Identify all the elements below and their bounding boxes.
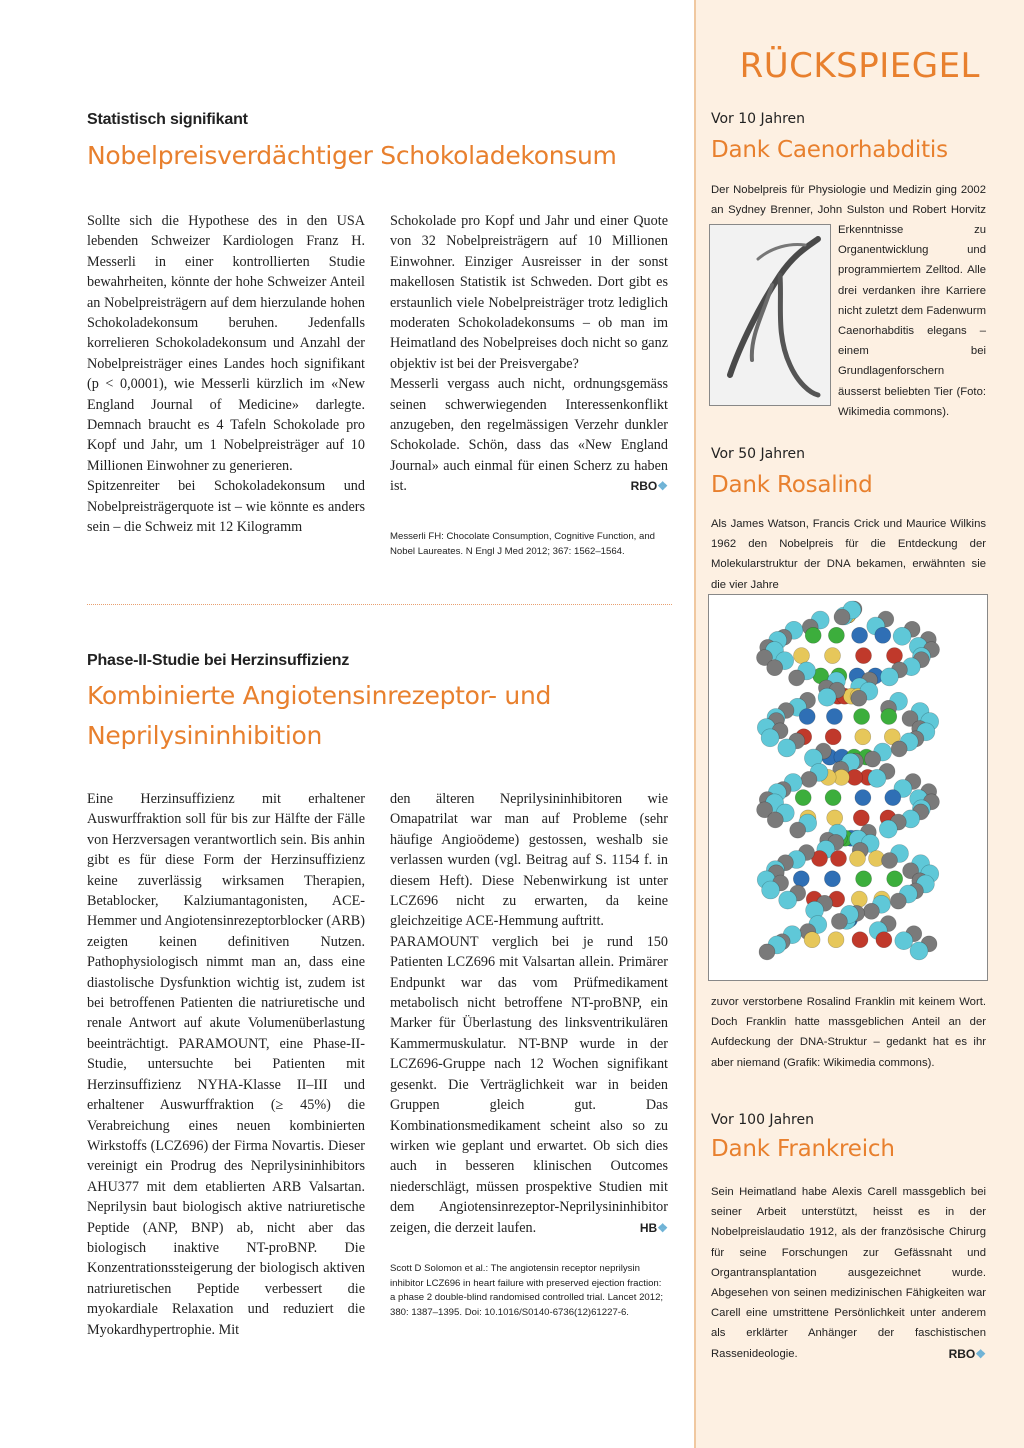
dna-atom [761,729,779,747]
dna-atom [893,627,911,645]
signature-text: HB [639,1220,658,1235]
article2-kicker: Phase-II-Studie bei Herzinsuffizienz [87,652,350,669]
sidebar-edge [694,0,696,1448]
dna-atom [828,627,844,643]
dna-atom [887,871,903,887]
diamond-icon: ❖ [657,1220,668,1235]
dna-atom [789,670,805,686]
sidebar-title: RÜCKSPIEGEL [739,46,980,86]
diamond-icon: ❖ [657,479,668,494]
signature-text: RBO [630,479,658,494]
dna-image [708,594,988,981]
caenorhabditis-worm-photo [710,225,830,405]
dna-atom [856,871,872,887]
sidebar-section1-text-wrap: Erkenntnisse zu Organentwicklung und programmiertem Zelltod. Alle drei verdanken ihre Karriere nicht zuletzt dem Fadenwurm Caenorhabditis elegans – einem bei Grundlagenforschern äusserst beliebten Tier (Foto: Wikimedia commons). [838,224,986,418]
article2-headline-line1: Kombinierte Angiotensinrezeptor- und [87,681,552,710]
dna-double-helix-graphic [709,595,987,980]
article2-col2-paragraph2 [390,932,668,1238]
article-divider [87,604,672,605]
sidebar-section3-headline: Dank Frankreich [711,1136,895,1162]
dna-atom [887,648,903,664]
sidebar-section2-text-top: Als James Watson, Francis Crick und Maurice Wilkins 1962 den Nobelpreis für die Entdeckung der Molekularstruktur der DNA bekamen, erwähnten sie die vier Jahre [711,518,986,591]
sidebar-section2-kicker: Vor 50 Jahren [711,446,806,462]
article1-col2-paragraph1: Schokolade pro Kopf und Jahr und einer Quote von 32 Nobelpreisträgern auf 10 Millionen Einwohner. Einziger Ausreisser in der sonst makellosen Statistik ist Schweden. Dort gibt es erstaunlich viele Nobelpreisträger trotz lediglich moderaten Schokoladekonsums – ob man im Heimatland des Nobelpreises doch nicht so ganz objektiv ist bei der Preisvergabe? [390,213,668,372]
dna-atom [880,668,898,686]
article1-col1-paragraph2: Spitzenreiter bei Schokoladekonsum und Nobelpreisträgerquote ist – wie könnte es anders sein – die Schweiz mit 12 Kilogramm [87,478,365,536]
dna-atom [778,739,796,757]
article1-col2-paragraph2 [390,374,668,496]
dna-atom [790,822,806,838]
dna-atom [876,932,892,948]
sidebar-section3-signature [949,1344,986,1364]
dna-atom [825,729,841,745]
article1-headline: Nobelpreisverdächtiger Schokoladekonsum [87,141,617,170]
dna-atom [804,932,820,948]
sidebar-section1-headline: Dank Caenorhabditis [711,137,948,163]
dna-atom [855,790,871,806]
sidebar-section3-body: Sein Heimatland habe Alexis Carell massgeblich bei seiner Arbeit unterstützt, heisst es in der Nobelpreislaudatio 1912, als der französische Chirurg für seine Forschungen zur Gefässnaht und Organtransplantation ausgezeichnet wurde. Abgesehen von seinen medizinischen Fähigkeiten war Carell eine umstrittene Persönlichkeit unter anderem als erklärter Anhänger der faschistischen Rassenideologie. [711,1186,986,1360]
dna-atom [885,790,901,806]
article1-signature [631,476,668,496]
dna-atom [827,810,843,826]
sidebar-section3-text [711,1182,986,1364]
dna-atom [863,903,879,919]
dna-atom [865,751,881,767]
article1-col1-paragraph1: Sollte sich die Hypothese des in den USA lebenden Schweizer Kardiologen Franz H. Messerli in einer kontrollierten Studie bewahrheiten, könnte der hohe Schweizer Anteil an Nobelpreisträgern auf dem hierzulande hohen Schokoladekonsum beruhen. Jedenfalls korrelieren Schokoladekonsum und Anzahl der Nobelpreisträger eines Landes hoch signifikant (p < 0,0001), wie Messerli kürzlich im «New England Journal of Medicine» darlegte. Demnach braucht es 4 Tafeln Schokolade pro Kopf und Jahr, um 1 Nobelpreisträger auf 10 Millionen Einwohner zu generieren. [87,213,365,474]
dna-atom [868,769,886,787]
dna-atom [793,871,809,887]
dna-atom [895,932,913,950]
dna-atom [890,893,906,909]
dna-atom [853,810,869,826]
dna-atom [767,812,783,828]
dna-atom [834,609,850,625]
dna-atom [805,627,821,643]
dna-atom [856,648,872,664]
article1-col2-paragraph2-text: Messerli vergass auch nicht, ordnungsgemäss seinen schwerwiegenden Interessenkonflikt anzugeben, den regelmässigen Verzehr dunkler Schokolade. Schön, dass das «New England Journal» auch einmal für einen Scherz zu haben ist. [390,376,668,495]
article2-col2-paragraph2-text: PARAMOUNT verglich bei je rund 150 Patienten LCZ696 mit Valsartan allein. Primärer Endpunkt war das vom Prüfmedikament metabolisch nicht betroffene NT-proBNP, ein Marker für Überlastung des linksventrikulären Kammermuskulatur. NT-BNP wurde in der LCZ696-Gruppe nach 12 Wochen signifikant gesenkt. Die Verträglichkeit war in beiden Gruppen gleich gut. Das Kombinationsmedikament scheint also so zu wirken wie geplant und erwartet. Ob sich dies auch in besseren klinischen Outcomes niederschlägt, müssen prospektive Studien mit dem Angiotensinrezeptor-Neprilysininhibitor zeigen, die derzeit laufen. [390,933,668,1236]
dna-atom [767,660,783,676]
dna-atom [854,709,870,725]
dna-atom [826,709,842,725]
dna-atom [825,648,841,664]
article2-headline [87,676,687,756]
diamond-icon: ❖ [975,1346,986,1361]
dna-atom [794,648,810,664]
dna-atom [818,688,836,706]
dna-atom [851,690,867,706]
sidebar-section1-kicker: Vor 10 Jahren [711,111,806,127]
dna-atom [855,729,871,745]
dna-atom [759,944,775,960]
dna-atom [852,932,868,948]
dna-atom [891,741,907,757]
dna-atom [779,891,797,909]
article2-reference: Scott D Solomon et al.: The angiotensin receptor neprilysin inhibitor LCZ696 in heart failure with preserved ejection fraction: a phase 2 double-blind randomised controlled trial. Lancet 2012; 380: 1387–1395. Doi: 10.1016/S0140-6736(12)61227-6. [390,1263,664,1318]
article1-kicker: Statistisch signifikant [87,111,248,128]
dna-atom [831,913,847,929]
dna-atom [831,851,847,867]
dna-atom [801,771,817,787]
sidebar-section2-headline: Dank Rosalind [711,472,873,498]
dna-atom [881,709,897,725]
dna-atom [825,790,841,806]
dna-atom [762,881,780,899]
dna-atom [799,709,815,725]
article1-column2 [390,211,668,497]
article2-signature [640,1218,668,1238]
article2-column2 [390,789,668,1238]
dna-atom [882,853,898,869]
article2-col2-paragraph1: den älteren Neprilysininhibitoren wie Omapatrilat war man auf Probleme (sehr häufige Angioödeme) gestossen, weshalb sie verlassen wurden (vgl. Beitrag auf S. 1154 f. in diesem Heft). Diese Nebenwirkung ist unter LCZ696 nicht zu erwarten, da keine gleichzeitige ACE-Hemmung auftritt. [390,791,668,930]
dna-atom [824,871,840,887]
article2-headline-line2: Neprilysininhibition [87,721,323,750]
dna-atom [879,820,897,838]
dna-atom [875,627,891,643]
dna-atom [828,932,844,948]
article2-col1-paragraph1: Eine Herzinsuffizienz mit erhaltener Auswurffraktion soll für bis zur Hälfte der Fälle von Herzversagen verantwortlich sein. Bis anhin gibt es für diese Form der Herzinsuffizienz keine zuverlässig wirksamen Therapien, Betablocker, Kalziumantagonisten, ACE-Hemmer und Angiotensinrezeptorblocker (ARB) zeigten keinen definitiven Nutzen. Pathophysiologisch nimmt man an, dass eine diastolische Dysfunktion wichtig ist, zudem ist bei betroffenen Patienten die natriuretische und renale Antwort auf akute Volumenüberlastung beeinträchtigt. PARAMOUNT, eine Phase-II-Studie, untersuchte bei Patienten mit Herzinsuffizienz NYHA-Klasse II–III und erhaltener Auswurffraktion (≥ 45%) die Verabreichung eines neuen kombinierten Wirkstoffs (LCZ696) der Firma Novartis. Dieser vereinigt ein Prodrug des Neprilysininhibitors AHU377 mit dem etablierten ARB Valsartan. Neprilysin baut biologisch aktive natriuretische Peptide (ANP, BNP) ab, nicht aber das biologisch inaktive NT-proBNP. Die Konzentrationssteigerung der biologisch aktiven natriuretischen Peptide verbessert die myokardiale Relaxation und reduziert die Myokardhypertrophie. Mit [87,791,365,1338]
sidebar-section1-text-top: Der Nobelpreis für Physiologie und Medizin ging 2002 an Sydney Brenner, John Sulston und Robert Horvitz [711,184,986,217]
sidebar-section2-text-bottom: zuvor verstorbene Rosalind Franklin mit keinem Wort. Doch Franklin hatte massgeblichen Anteil an der Aufdeckung der DNA-Struktur – gedankt hat es ihr aber niemand (Grafik: Wikimedia commons). [711,996,986,1069]
article1-reference: Messerli FH: Chocolate Consumption, Cognitive Function, and Nobel Laureates. N Engl J Med 2012; 367: 1562–1564. [390,531,656,557]
article1-column1 [87,211,365,538]
dna-atom [795,790,811,806]
article2-column1 [87,789,365,1340]
worm-image [709,224,831,406]
dna-atom [910,942,928,960]
dna-atom [851,891,867,907]
dna-atom [850,851,866,867]
sidebar-section3-kicker: Vor 100 Jahren [711,1112,814,1128]
dna-atom [852,627,868,643]
signature-text: RBO [948,1346,976,1361]
